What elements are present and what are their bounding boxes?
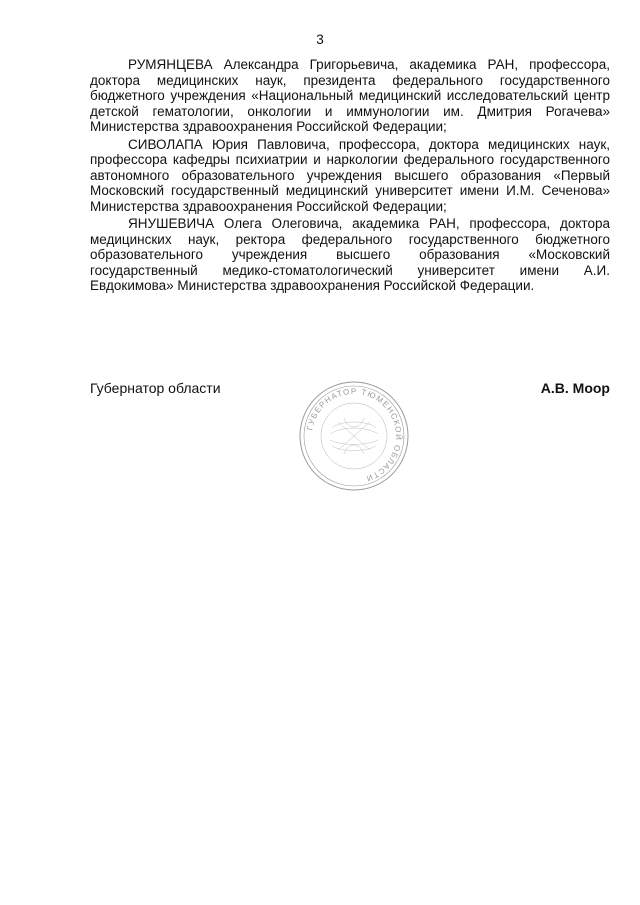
- signer-title: Губернатор области: [90, 380, 221, 396]
- paragraph-surname: СИВОЛАПА: [128, 136, 203, 152]
- paragraph-text: Александра Григорьевича, академика РАН, профессора, доктора медицинских наук, президента федерального государственного бюджетного учреждения «Национальный медицинский исследовательский центр детской гематологии, онкологии и иммунологии им. Дмитрия Рогачева» Министерства здравоохранения Российской Федерации;: [90, 57, 610, 134]
- official-seal-icon: [298, 380, 410, 492]
- seal-text: ГУБЕРНАТОР ТЮМЕНСКОЙ ОБЛАСТИ: [305, 386, 404, 484]
- signer-name: А.В. Моор: [540, 380, 610, 396]
- paragraph-yanushevich: [90, 216, 610, 294]
- paragraph-surname: РУМЯНЦЕВА: [128, 57, 213, 72]
- document-body: [90, 57, 610, 296]
- paragraph-rumyantsev: [90, 57, 610, 135]
- paragraph-text: Олега Олеговича, академика РАН, профессора, доктора медицинских наук, ректора федерального государственного бюджетного образовательного учреждения высшего образования «Московский государственный медико-стоматологический университет имени А.И. Евдокимова» Министерства здравоохранения Российской Федерации.: [90, 216, 610, 293]
- paragraph-sivolap: [90, 137, 610, 215]
- paragraph-text: Юрия Павловича, профессора, доктора медицинских наук, профессора кафедры психиатрии и наркологии федерального государственного автономного образовательного учреждения высшего образования «Первый Московский государственный медицинский университет имени И.М. Сеченова» Министерства здравоохранения Российской Федерации;: [90, 136, 610, 214]
- page-number: 3: [316, 32, 324, 47]
- paragraph-surname: ЯНУШЕВИЧА: [128, 216, 215, 231]
